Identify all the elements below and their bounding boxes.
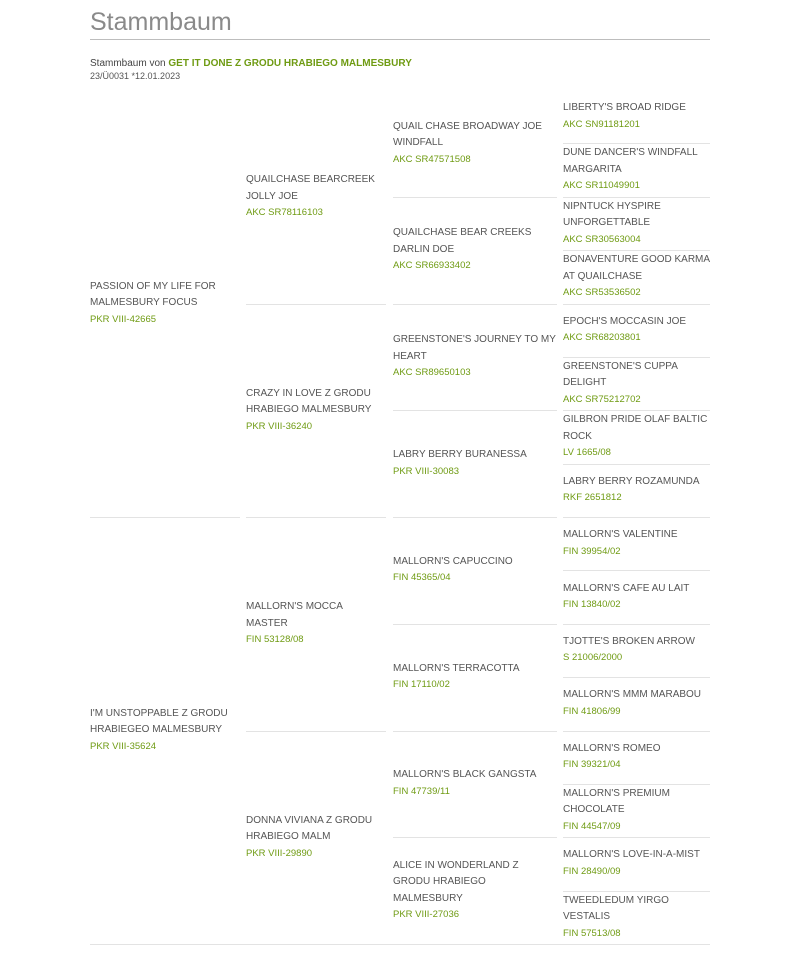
ancestor-gen3-cell — [393, 197, 557, 304]
ancestor-gen3-cell — [393, 304, 557, 411]
ancestor-gen4-cell — [563, 143, 710, 196]
dog-name[interactable]: MALLORN'S BLACK GANGSTA — [393, 769, 537, 781]
ancestor-gen4-cell — [563, 837, 710, 890]
page-title: Stammbaum — [90, 0, 710, 40]
dog-name[interactable]: DUNE DANCER'S WINDFALL MARGARITA — [563, 147, 698, 175]
ancestor-gen4-cell — [563, 891, 710, 944]
dog-name[interactable]: QUAILCHASE BEAR CREEKS DARLIN DOE — [393, 227, 532, 255]
dog-name[interactable]: MALLORN'S MMM MARABOU — [563, 689, 702, 701]
ancestor-gen2-cell — [246, 517, 386, 731]
registration-number: PKR VIII-42665 — [90, 313, 157, 325]
ancestor-gen3-cell — [393, 90, 557, 197]
pedigree-table — [90, 90, 710, 944]
registration-number: AKC SR53536502 — [563, 287, 641, 299]
ancestor-gen4-cell — [563, 570, 710, 623]
dog-name[interactable]: MALLORN'S LOVE-IN-A-MIST — [563, 849, 700, 861]
registration-number: FIN 47739/11 — [393, 785, 450, 797]
registration-number: S 21006/2000 — [563, 652, 623, 664]
registration-number: AKC SR11049901 — [563, 180, 640, 192]
ancestor-gen3-cell — [393, 837, 557, 944]
registration-number: AKC SR30563004 — [563, 233, 641, 245]
registration-number: PKR VIII-36240 — [246, 420, 313, 432]
dog-name[interactable]: LIBERTY'S BROAD RIDGE — [563, 102, 686, 114]
dog-name[interactable]: ALICE IN WONDERLAND Z GRODU HRABIEGO MALMESBURY — [393, 859, 519, 904]
registration-number: PKR VIII-27036 — [393, 909, 460, 921]
dog-name[interactable]: QUAIL CHASE BROADWAY JOE WINDFALL — [393, 120, 542, 149]
ancestor-gen1-cell — [90, 517, 240, 944]
pedigree-section — [90, 0, 710, 939]
registration-number: AKC SN91181201 — [563, 118, 640, 130]
dog-name[interactable]: LABRY BERRY ROZAMUNDA — [563, 475, 700, 487]
dog-name[interactable]: GREENSTONE'S JOURNEY TO MY HEART — [393, 334, 556, 362]
registration-number: LV 1665/08 — [563, 447, 611, 459]
dog-name[interactable]: TWEEDLEDUM YIRGO VESTALIS — [563, 894, 669, 923]
ancestor-gen2-cell — [246, 731, 386, 945]
registration-number: AKC SR78116103 — [246, 207, 323, 218]
dog-name[interactable]: MALLORN'S PREMIUM CHOCOLATE — [563, 787, 670, 816]
pedigree-intro — [90, 57, 710, 71]
registration-number: FIN 39321/04 — [563, 759, 621, 771]
subject-info: 23/Ü0031 *12.01.2023 — [90, 71, 181, 81]
ancestor-gen4-cell — [563, 90, 710, 143]
dog-name[interactable]: CRAZY IN LOVE Z GRODU HRABIEGO MALMESBURY — [246, 387, 372, 415]
registration-number: FIN 28490/09 — [563, 865, 621, 877]
registration-number: FIN 45365/04 — [393, 572, 451, 584]
registration-number: AKC SR66933402 — [393, 260, 471, 272]
dog-name[interactable]: GILBRON PRIDE OLAF BALTIC ROCK — [563, 414, 708, 442]
ancestor-gen4-cell — [563, 410, 710, 463]
ancestor-gen4-cell — [563, 731, 710, 784]
registration-number: PKR VIII-29890 — [246, 847, 313, 859]
ancestor-gen4-cell — [563, 197, 710, 250]
dog-name[interactable]: BONAVENTURE GOOD KARMA AT QUAILCHASE — [563, 254, 710, 282]
registration-number: FIN 57513/08 — [563, 927, 621, 939]
dog-name[interactable]: PASSION OF MY LIFE FOR MALMESBURY FOCUS — [90, 280, 216, 309]
subject-dog-name[interactable]: GET IT DONE Z GRODU HRABIEGO MALMESBURY — [168, 58, 412, 69]
registration-number: RKF 2651812 — [563, 492, 622, 504]
registration-number: PKR VIII-35624 — [90, 740, 157, 752]
dog-name[interactable]: LABRY BERRY BURANESSA — [393, 449, 527, 461]
ancestor-gen3-cell — [393, 731, 557, 838]
dog-name[interactable]: MALLORN'S CAFE AU LAIT — [563, 582, 690, 594]
ancestor-gen2-cell — [246, 90, 386, 304]
dog-name[interactable]: MALLORN'S ROMEO — [563, 742, 661, 754]
dog-name[interactable]: DONNA VIVIANA Z GRODU HRABIEGO MALM — [246, 814, 373, 842]
ancestor-gen4-cell — [563, 677, 710, 730]
registration-number: FIN 53128/08 — [246, 634, 304, 645]
registration-number: FIN 13840/02 — [563, 599, 621, 611]
dog-name[interactable]: MALLORN'S TERRACOTTA — [393, 662, 520, 674]
intro-prefix: Stammbaum von — [90, 58, 166, 69]
registration-number: AKC SR47571508 — [393, 153, 471, 165]
dog-name[interactable]: MALLORN'S CAPUCCINO — [393, 555, 513, 567]
registration-number: FIN 41806/99 — [563, 705, 621, 717]
dog-name[interactable]: MALLORN'S VALENTINE — [563, 529, 678, 541]
registration-number: FIN 39954/02 — [563, 545, 621, 557]
dog-name[interactable]: MALLORN'S MOCCA MASTER — [246, 601, 343, 629]
ancestor-gen4-cell — [563, 784, 710, 837]
dog-name[interactable]: QUAILCHASE BEARCREEK JOLLY JOE — [246, 174, 375, 202]
registration-number: FIN 44547/09 — [563, 820, 621, 832]
dog-name[interactable]: GREENSTONE'S CUPPA DELIGHT — [563, 360, 678, 389]
registration-number: FIN 17110/02 — [393, 679, 450, 691]
ancestor-gen4-cell — [563, 250, 710, 303]
ancestor-gen4-cell — [563, 304, 710, 357]
registration-number: AKC SR89650103 — [393, 367, 471, 379]
ancestor-gen4-cell — [563, 517, 710, 570]
registration-number: AKC SR68203801 — [563, 332, 641, 344]
ancestor-gen4-cell — [563, 357, 710, 410]
ancestor-gen2-cell — [246, 304, 386, 518]
ancestor-gen4-cell — [563, 624, 710, 677]
dog-name[interactable]: NIPNTUCK HYSPIRE UNFORGETTABLE — [563, 200, 661, 229]
dog-name[interactable]: TJOTTE'S BROKEN ARROW — [563, 635, 695, 647]
ancestor-gen4-cell — [563, 464, 710, 517]
registration-number: AKC SR75212702 — [563, 393, 641, 405]
ancestor-gen3-cell — [393, 624, 557, 731]
registration-number: PKR VIII-30083 — [393, 465, 460, 477]
ancestor-gen1-cell — [90, 90, 240, 517]
ancestor-gen3-cell — [393, 410, 557, 517]
table-bottom-rule — [90, 944, 710, 945]
dog-name[interactable]: I'M UNSTOPPABLE Z GRODU HRABIEGEO MALMESBURY — [90, 707, 228, 736]
ancestor-gen3-cell — [393, 517, 557, 624]
dog-name[interactable]: EPOCH'S MOCCASIN JOE — [563, 315, 687, 327]
